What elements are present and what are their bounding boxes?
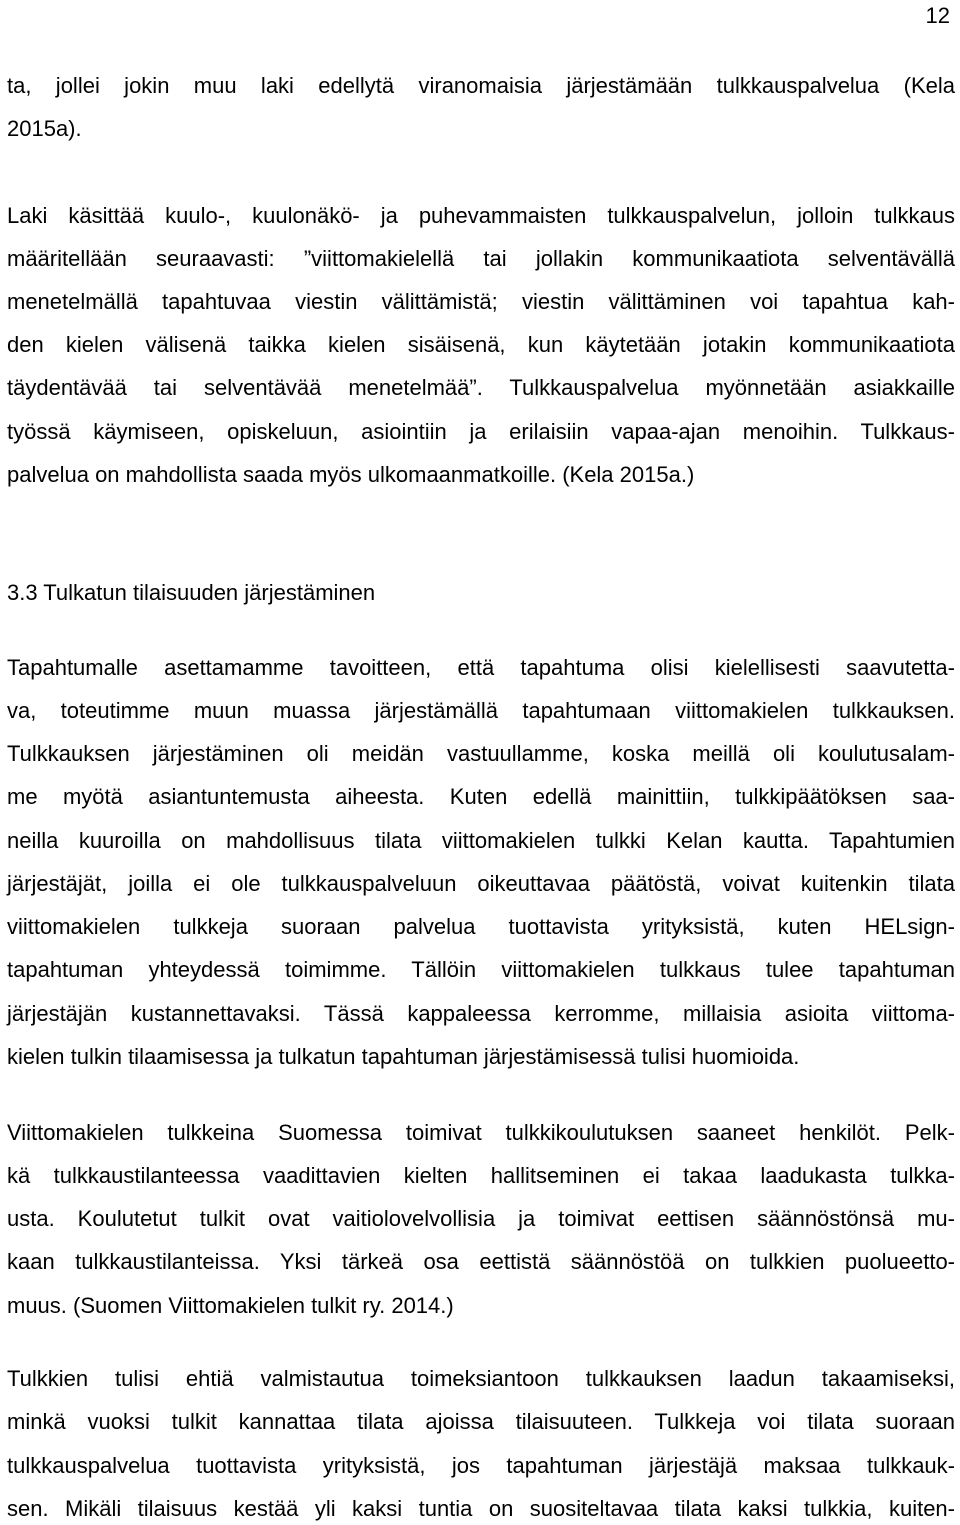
text-line: ta, jollei jokin muu laki edellytä viranomaisia järjestämään tulkkauspalvelua (Kela	[7, 73, 955, 98]
text-line: usta. Koulutetut tulkit ovat vaitiolovelvollisia ja toimivat eettisen säännöstönsä mu-	[7, 1206, 955, 1231]
text-line: työssä käymiseen, opiskeluun, asiointiin ja erilaisiin vapaa-ajan menoihin. Tulkkaus-	[7, 419, 955, 444]
text-line: menetelmällä tapahtuvaa viestin välittämistä; viestin välittäminen voi tapahtua kah-	[7, 289, 955, 314]
text-line: 2015a).	[7, 116, 82, 141]
text-line: me myötä asiantuntemusta aiheesta. Kuten edellä mainittiin, tulkkipäätöksen saa-	[7, 784, 955, 809]
text-line: muus. (Suomen Viittomakielen tulkit ry. 2014.)	[7, 1293, 454, 1318]
text-line: den kielen välisenä taikka kielen sisäisenä, kun käytetään jotakin kommunikaatiota	[7, 332, 955, 357]
text-line: määritellään seuraavasti: ”viittomakielellä tai jollakin kommunikaatiota selventävällä	[7, 246, 955, 271]
text-line: kaan tulkkaustilanteissa. Yksi tärkeä osa eettistä säännöstöä on tulkkien puolueetto-	[7, 1249, 955, 1274]
text-line: tulkkauspalvelua tuottavista yrityksistä, jos tapahtuman järjestäjä maksaa tulkkauk-	[7, 1453, 955, 1478]
text-line: Tapahtumalle asettamamme tavoitteen, että tapahtuma olisi kielellisesti saavutetta-	[7, 655, 955, 680]
text-line: järjestäjän kustannettavaksi. Tässä kappaleessa kerromme, millaisia asioita viittoma-	[7, 1001, 955, 1026]
text-line: Laki käsittää kuulo-, kuulonäkö- ja puhevammaisten tulkkauspalvelun, jolloin tulkkaus	[7, 203, 955, 228]
page-number: 12	[925, 3, 950, 28]
section-heading: 3.3 Tulkatun tilaisuuden järjestäminen	[7, 580, 376, 605]
text-line: kä tulkkaustilanteessa vaadittavien kielten hallitseminen ei takaa laadukasta tulkka-	[7, 1163, 955, 1188]
text-line: tapahtuman yhteydessä toimimme. Tällöin viittomakielen tulkkaus tulee tapahtuman	[7, 957, 955, 982]
text-line: Viittomakielen tulkkeina Suomessa toimivat tulkkikoulutuksen saaneet henkilöt. Pelk-	[7, 1120, 955, 1145]
text-line: palvelua on mahdollista saada myös ulkomaanmatkoille. (Kela 2015a.)	[7, 462, 695, 487]
text-line: minkä vuoksi tulkit kannattaa tilata ajoissa tilaisuuteen. Tulkkeja voi tilata suoraan	[7, 1409, 955, 1434]
text-line: kielen tulkin tilaamisessa ja tulkatun tapahtuman järjestämisessä tulisi huomioida.	[7, 1044, 800, 1069]
text-line: Tulkkien tulisi ehtiä valmistautua toimeksiantoon tulkkauksen laadun takaamiseksi,	[7, 1366, 955, 1391]
text-line: täydentävää tai selventävää menetelmää”. Tulkkauspalvelua myönnetään asiakkaille	[7, 375, 955, 400]
text-line: järjestäjät, joilla ei ole tulkkauspalveluun oikeuttavaa päätöstä, voivat kuitenkin tilata	[7, 871, 955, 896]
text-line: Tulkkauksen järjestäminen oli meidän vastuullamme, koska meillä oli koulutusalam-	[7, 741, 955, 766]
text-line: viittomakielen tulkkeja suoraan palvelua tuottavista yrityksistä, kuten HELsign-	[7, 914, 955, 939]
text-line: va, toteutimme muun muassa järjestämällä tapahtumaan viittomakielen tulkkauksen.	[7, 698, 955, 723]
text-line: neilla kuuroilla on mahdollisuus tilata viittomakielen tulkki Kelan kautta. Tapahtumien	[7, 828, 955, 853]
text-line: sen. Mikäli tilaisuus kestää yli kaksi tuntia on suositeltavaa tilata kaksi tulkkia, kuiten-	[7, 1496, 955, 1521]
